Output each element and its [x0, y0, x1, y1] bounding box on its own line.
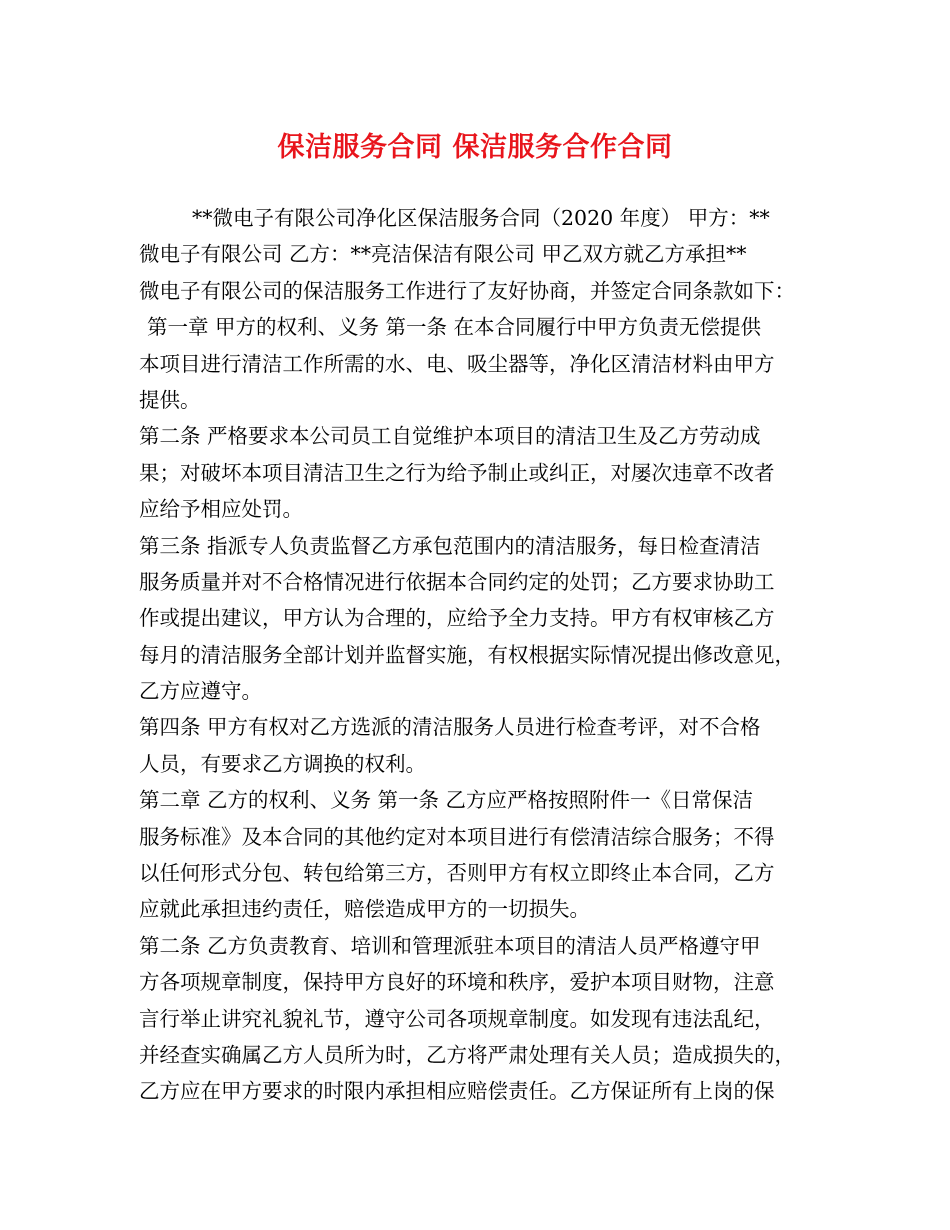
paragraph-line: 并经查实确属乙方人员所为时，乙方将严肃处理有关人员；造成损失的，	[139, 1042, 795, 1067]
paragraph-line: 果；对破坏本项目清洁卫生之行为给予制止或纠正，对屡次违章不改者	[139, 460, 775, 485]
paragraph-line: 第二条 严格要求本公司员工自觉维护本项目的清洁卫生及乙方劳动成	[139, 424, 761, 449]
paragraph-line: 方各项规章制度，保持甲方良好的环境和秩序，爱护本项目财物，注意	[139, 970, 775, 995]
paragraph-line: 应就此承担违约责任，赔偿造成甲方的一切损失。	[139, 897, 590, 922]
paragraph-line: 第二条 乙方负责教育、培训和管理派驻本项目的清洁人员严格遵守甲	[139, 933, 761, 958]
paragraph-line: 每月的清洁服务全部计划并监督实施，有权根据实际情况提出修改意见，	[139, 642, 795, 667]
paragraph-line: 服务标准》及本合同的其他约定对本项目进行有偿清洁综合服务；不得	[139, 824, 775, 849]
paragraph-line: 第一章 甲方的权利、义务 第一条 在本合同履行中甲方负责无偿提供	[147, 315, 762, 340]
paragraph-line: 言行举止讲究礼貌礼节，遵守公司各项规章制度。如发现有违法乱纪，	[139, 1006, 775, 1031]
paragraph-line: 微电子有限公司 乙方：**亮洁保洁有限公司 甲乙双方就乙方承担**	[139, 242, 747, 267]
paragraph-line: 服务质量并对不合格情况进行依据本合同约定的处罚；乙方要求协助工	[139, 569, 775, 594]
paragraph-line: 以任何形式分包、转包给第三方，否则甲方有权立即终止本合同，乙方	[139, 861, 775, 886]
paragraph-line: 提供。	[139, 387, 201, 412]
paragraph-line: 作或提出建议，甲方认为合理的，应给予全力支持。甲方有权审核乙方	[139, 606, 775, 631]
paragraph-line: 本项目进行清洁工作所需的水、电、吸尘器等，净化区清洁材料由甲方	[139, 351, 775, 376]
document-title: 保洁服务合同 保洁服务合作合同	[277, 132, 673, 163]
paragraph-line: 第四条 甲方有权对乙方选派的清洁服务人员进行检查考评，对不合格	[139, 715, 761, 740]
paragraph-line: 第三条 指派专人负责监督乙方承包范围内的清洁服务，每日检查清洁	[139, 533, 761, 558]
paragraph-line: 微电子有限公司的保洁服务工作进行了友好协商，并签定合同条款如下：	[139, 278, 795, 303]
paragraph-line: **微电子有限公司净化区保洁服务合同（2020 年度） 甲方：**	[192, 206, 770, 230]
paragraph-line: 人员，有要求乙方调换的权利。	[139, 751, 426, 776]
paragraph-line: 应给予相应处罚。	[139, 497, 303, 522]
paragraph-line: 乙方应遵守。	[139, 679, 262, 704]
paragraph-line: 第二章 乙方的权利、义务 第一条 乙方应严格按照附件一《日常保洁	[139, 788, 754, 813]
document-body	[139, 200, 819, 1110]
paragraph-line: 乙方应在甲方要求的时限内承担相应赔偿责任。乙方保证所有上岗的保	[139, 1079, 775, 1104]
